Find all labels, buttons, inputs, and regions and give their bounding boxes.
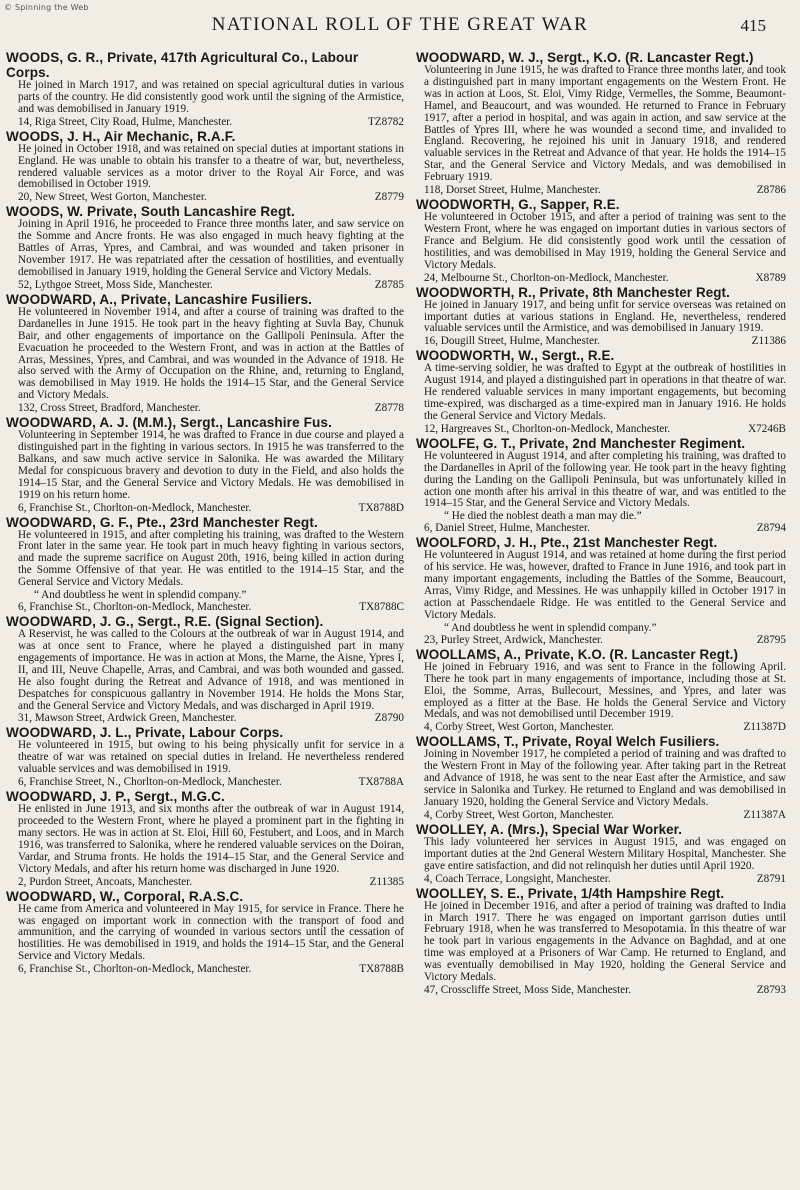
roll-entry — [6, 789, 404, 887]
entry-reference: Z8790 — [374, 712, 404, 725]
roll-entry — [416, 348, 786, 435]
entry-address-line — [6, 502, 404, 514]
entry-address: 16, Dougill Street, Hulme, Manchester. — [424, 335, 600, 348]
entry-reference: TZ8782 — [367, 115, 404, 128]
entry-reference: Z8785 — [374, 278, 404, 291]
entry-address: 47, Crosscliffe Street, Moss Side, Manchester. — [424, 983, 632, 996]
roll-entry — [416, 50, 786, 196]
entry-address: 4, Coach Terrace, Longsight, Manchester. — [424, 872, 611, 885]
entry-text: He enlisted in June 1913, and six months after the outbreak of war in August 1914, proceeded to the Western Front, where he played a prominent part in the fighting in many sectors. He was in action at St. Eloi, Hill 60, Festubert, and Loos, and in March 1916, was transferred to Salonika, where he rendered valuable services on the Doiran, Vardar, and Struma fronts. He holds the 1914–15 Star, and the General Service and Victory Medals, and after his return home was discharged in June 1920. — [18, 803, 404, 875]
entry-reference: Z11385 — [369, 875, 404, 888]
entry-reference: TX8788A — [358, 776, 404, 789]
entry-address: 4, Corby Street, West Gorton, Manchester. — [424, 721, 614, 734]
entry-address-line — [416, 335, 786, 347]
entry-address: 31, Mawson Street, Ardwick Green, Manchester. — [18, 712, 237, 725]
entry-address-line — [416, 984, 786, 996]
entry-heading: WOOLFORD, J. H., Pte., 21st Manchester Regt. — [416, 535, 718, 551]
entry-heading: WOODWARD, G. F., Pte., 23rd Manchester Regt. — [6, 514, 318, 530]
entry-address-line — [6, 601, 404, 613]
entry-text: This lady volunteered her services in August 1915, and was engaged on important duties at the 2nd General Western Military Hospital, Manchester. She gave entire satisfaction, and did not relinquish her duties until April 1920. — [424, 835, 786, 872]
entry-heading: WOODS, G. R., Private, 417th Agricultural Co., Labour Corps. — [6, 50, 359, 80]
entry-text: Joining in April 1916, he proceeded to France three months later, and saw service on the Somme and Ancre fronts. He was also engaged in much heavy fighting at the Battles of Arras, Ypres, and Cambrai, and was wounded and taken prisoner in November 1917. He was repatriated after the cessation of hostilities, and eventually demobilised in January 1919, holding the General Service and Victory Medals. — [18, 218, 404, 278]
entry-address-line — [416, 873, 786, 885]
entry-address: 6, Franchise St., Chorlton-on-Medlock, Manchester. — [18, 601, 252, 614]
entry-heading: WOODWARD, W., Corporal, R.A.S.C. — [6, 888, 244, 904]
entry-text: He joined in December 1916, and after a period of training was drafted to India in March 1917. There he was engaged on important garrison duties until February 1918, when he was transferred to Mesopotamia. In this theatre of war he took part in various engagements in the Advance on Baghdad, and at one time was employed at a Prisoners of War Camp. He returned to England, and was eventually demobilised in May 1920, holding the General Service and Victory Medals. — [424, 899, 786, 984]
entry-heading: WOODWARD, J. P., Sergt., M.G.C. — [6, 789, 225, 805]
entry-text: A Reservist, he was called to the Colours at the outbreak of war in August 1914, and was at once sent to France, where he played a distinguished part in many engagements of importance. He was in action at Mons, the Marne, the Aisne, Ypres I, II, and III, Neuve Chapelle, Arras, and Cambrai, and was both wounded and gassed. He also fought during the Retreat and Advance of 1918, and was mentioned in Despatches for conspicuous gallantry in November 1914. He holds the Mons Star, and the General Service and Victory Medals, and was discharged in April 1919. — [18, 628, 404, 712]
entry-address: 2, Purdon Street, Ancoats, Manchester. — [18, 875, 192, 888]
entry-heading: WOOLLEY, S. E., Private, 1/4th Hampshire Regt. — [416, 885, 725, 901]
roll-entry — [416, 535, 786, 645]
roll-entry — [6, 204, 404, 291]
entry-heading: WOOLLEY, A. (Mrs.), Special War Worker. — [416, 821, 683, 837]
roll-entry — [416, 436, 786, 535]
entry-heading: WOODWARD, J. G., Sergt., R.E. (Signal Section). — [6, 614, 324, 630]
entry-address: 24, Melbourne St., Chorlton-on-Medlock, Manchester. — [424, 271, 669, 284]
entry-address: 132, Cross Street, Bradford, Manchester. — [18, 402, 201, 415]
entry-reference: Z8786 — [756, 184, 786, 197]
entry-text: Volunteering in June 1915, he was drafted to France three months later, and took a distinguished part in many important engagements on the Western Front. He was in action at Loos, St. Eloi, Vimy Ridge, Vermelles, the Somme, Beaumont-Hamel, and Beaucourt, and was wounded. He returned to France in February 1917, after a period in hospital, and was again in action, and saw service at the Battles of Ypres III, where he was wounded a second time, and invalided to England. Recovering, he rejoined his unit in January 1918, and rendered valuable services in the Retreat and Advance of that year. He holds the 1914–15 Star, and the General Service and Victory Medals, and was demobilised in February 1919. — [424, 64, 786, 184]
entry-address: 14, Riga Street, City Road, Hulme, Manchester. — [18, 115, 233, 128]
roll-entry — [6, 129, 404, 204]
entry-heading: WOODWARD, J. L., Private, Labour Corps. — [6, 725, 284, 741]
entry-address-line — [416, 721, 786, 733]
entry-reference: Z11387D — [743, 721, 786, 734]
entry-quote: “ He died the noblest death a man may die.” — [444, 510, 642, 523]
roll-entry — [6, 725, 404, 788]
roll-entry — [416, 285, 786, 348]
entry-address: 6, Daniel Street, Hulme, Manchester. — [424, 522, 590, 535]
entry-reference: X7246B — [748, 422, 786, 435]
entry-reference: Z8791 — [756, 872, 786, 885]
entry-address: 4, Corby Street, West Gorton, Manchester. — [424, 808, 614, 821]
entry-reference: TX8788C — [359, 601, 404, 614]
entry-heading: WOOLFE, G. T., Private, 2nd Manchester Regiment. — [416, 435, 746, 451]
roll-entry — [6, 614, 404, 724]
entry-text: He joined in February 1916, and was sent to France in the following April. There he took part in many engagements of importance, including those at St. Eloi, the Somme, Arras, Bullecourt, Messines, and Ypres, and later was employed as a fitter at the Base. He holds the General Service and Victory Medals, and was not demobilised until December 1919. — [424, 660, 786, 721]
entry-address-line — [6, 776, 404, 788]
entry-address-line — [416, 272, 786, 284]
entry-heading: WOODS, W. Private, South Lancashire Regt. — [6, 204, 295, 220]
entry-reference: TX8788D — [358, 501, 404, 514]
roll-entry — [416, 822, 786, 885]
entry-heading: WOODWORTH, G., Sapper, R.E. — [416, 197, 620, 213]
entry-reference: Z8793 — [756, 983, 786, 996]
entry-heading: WOODWARD, A. J. (M.M.), Sergt., Lancashire Fus. — [6, 415, 332, 431]
entry-address-line — [6, 876, 404, 888]
entry-address-line — [416, 184, 786, 196]
entry-text: He volunteered in August 1914, and after completing his training, was drafted to the Dardanelles in April of the following year. He took part in the heavy fighting during the Landing on the Gallipoli Peninsula, but was unfortunately killed in action one month after his arrival in this theatre of war, and was entitled to the 1914–15 Star, and the General Service and Victory Medals. — [424, 449, 786, 510]
entry-text: He volunteered in August 1914, and was retained at home during the first period of his service. He was, however, drafted to France in June 1916, and took part in many important engagements, including the Battles of the Somme, Beaucourt, Arras, Vimy Ridge, and Messines. He was unhappily killed in October 1917 in action at Passchendaele Ridge. He was entitled to the General Service and Victory Medals. — [424, 549, 786, 621]
entry-address: 6, Franchise St., Chorlton-on-Medlock, Manchester. — [18, 501, 252, 514]
entry-reference: Z8779 — [374, 191, 404, 204]
entry-address-line — [416, 809, 786, 821]
entry-address: 23, Purley Street, Ardwick, Manchester. — [424, 633, 603, 646]
entry-address: 6, Franchise St., Chorlton-on-Medlock, Manchester. — [18, 963, 252, 976]
entry-text: He joined in March 1917, and was retained on special agricultural duties in various parts of the country. He did consistently good work until the signing of the Armistice, and was demobilised in January 1919. — [18, 79, 404, 115]
entry-address: 52, Lythgoe Street, Moss Side, Manchester. — [18, 278, 213, 291]
roll-entry — [6, 515, 404, 614]
entry-address-line — [6, 963, 404, 975]
entry-text: He came from America and volunteered in May 1915, for service in France. There he was engaged on important work in connection with the transport of food and ammunition, and the carrying of wounded in various sectors until the cessation of hostilities. He was demobilised in 1919, and holds the 1914–15 Star, and the General Service and Victory Medals. — [18, 902, 404, 963]
entry-text: He joined in January 1917, and being unfit for service overseas was retained on important duties at various stations in England. He, nevertheless, rendered valuable services until the Armistice, and was demobilised in January 1919. — [424, 298, 786, 335]
entry-text: He volunteered in November 1914, and after a course of training was drafted to the Dardanelles in June 1915. He took part in the heavy fighting at Suvla Bay, Chunuk Bair, and other engagements of importance on the Gallipoli Peninsula. After the Evacuation he proceeded to the Western Front, and was in action at the Battles of Arras, Messines, Ypres, and Cambrai, and was wounded in the Advance of 1918. He also served with the Army of Occupation on the Rhine, and, returning to England, was demobilised in May 1919. He holds the 1914–15 Star, and the General Service and Victory Medals. — [18, 305, 404, 402]
entry-heading: WOODWORTH, R., Private, 8th Manchester Regt. — [416, 284, 730, 300]
roll-entry — [6, 50, 404, 128]
entry-heading: WOOLLAMS, A., Private, K.O. (R. Lancaster Regt.) — [416, 646, 739, 662]
page-title: NATIONAL ROLL OF THE GREAT WAR — [211, 14, 589, 35]
entry-heading: WOOLLAMS, T., Private, Royal Welch Fusiliers. — [416, 734, 720, 750]
entry-reference: Z11387A — [743, 808, 786, 821]
entry-text: He joined in October 1918, and was retained on special duties at important stations in England. He was unable to obtain his transfer to a theatre of war, but, nevertheless, rendered valuable services as a motor driver to the Royal Air Force, and was demobilised in October 1919. — [18, 142, 404, 191]
roll-entry — [416, 647, 786, 734]
entry-heading: WOODWARD, W. J., Sergt., K.O. (R. Lancaster Regt.) — [416, 50, 754, 65]
entry-heading: WOODS, J. H., Air Mechanic, R.A.F. — [6, 128, 236, 144]
entry-text: He volunteered in October 1915, and after a period of training was sent to the Western Front, where he was engaged on important duties in various sectors of France and Belgium. He did consistently good work until the cessation of hostilities, and was demobilised in May 1919, holding the General Service and Victory Medals. — [424, 211, 786, 271]
roll-entry — [6, 889, 404, 976]
entry-address: 20, New Street, West Gorton, Manchester. — [18, 191, 207, 204]
entry-reference: Z8795 — [756, 633, 786, 646]
entry-address: 6, Franchise Street, N., Chorlton-on-Medlock, Manchester. — [18, 776, 282, 789]
entry-address-line — [416, 423, 786, 435]
entry-address-line — [6, 712, 404, 724]
entry-address-line — [6, 191, 404, 203]
entry-address-line — [416, 522, 786, 534]
entry-heading: WOODWARD, A., Private, Lancashire Fusiliers. — [6, 291, 313, 307]
entry-quote: “ And doubtless he went in splendid company.” — [444, 621, 657, 634]
page-header — [0, 0, 800, 46]
entry-quote: “ And doubtless he went in splendid company.” — [34, 589, 247, 602]
entry-address-line — [6, 116, 404, 128]
entry-text: A time-serving soldier, he was drafted to Egypt at the outbreak of hostilities in August 1914, and played a distinguished part in operations in that theatre of war. He rendered valuable services in many important engagements, but becoming time-expired, was discharged as a time-expired man in January 1916. He holds the General Service and Victory Medals. — [424, 362, 786, 422]
entry-reference: X8789 — [755, 271, 786, 284]
right-column — [416, 50, 786, 1188]
entry-address-line — [6, 402, 404, 414]
entry-heading: WOODWORTH, W., Sergt., R.E. — [416, 348, 615, 364]
entry-address-line — [416, 634, 786, 646]
entry-text: He volunteered in 1915, but owing to his being physically unfit for service in a theatre of war was retained on special duties in Ireland. He nevertheless rendered valuable services and was demobilised in 1919. — [18, 739, 404, 776]
roll-entry — [6, 415, 404, 513]
entry-address: 12, Hargreaves St., Chorlton-on-Medlock, Manchester. — [424, 422, 671, 435]
entry-reference: Z8778 — [374, 402, 404, 415]
entry-reference: TX8788B — [359, 963, 404, 976]
entry-text: He volunteered in 1915, and after completing his training, was drafted to the Western Front later in the same year. He took part in much heavy fighting in various sectors, and made the supreme sacrifice on August 20th, 1916, being killed in action during the Somme Offensive of that year. He was entitled to the 1914–15 Star, and the General Service and Victory Medals. — [18, 528, 404, 589]
roll-entry — [416, 886, 786, 996]
entry-text: Joining in November 1917, he completed a period of training and was drafted to the Western Front in May of the following year. After taking part in the Retreat and Advance of 1918, he was sent to the near East after the Armistice, and saw service in Salonika and Turkey. He returned to England and was demobilised in January 1920, holding the General Service and Victory Medals. — [424, 748, 786, 808]
roll-entry — [416, 734, 786, 821]
roll-entry — [6, 292, 404, 414]
roll-entry — [416, 197, 786, 284]
entry-reference: Z11386 — [751, 335, 786, 348]
entry-address-line — [6, 279, 404, 291]
entry-text: Volunteering in September 1914, he was drafted to France in due course and played a distinguished part in the fighting in various sectors. In 1915 he was transferred to the Balkans, and saw much active service in Salonika. He was awarded the Military Medal for conspicuous bravery and devotion to duty in the Field, and also holds the 1914–15 Star, and the General Service and Victory Medals. He was demobilised in 1919 on his return home. — [18, 429, 404, 501]
page-number: 415 — [740, 16, 766, 35]
watermark-text: © Spinning the Web — [4, 3, 89, 12]
entry-address: 118, Dorset Street, Hulme, Manchester. — [424, 184, 601, 197]
left-column — [6, 50, 404, 1188]
entry-reference: Z8794 — [756, 522, 786, 535]
